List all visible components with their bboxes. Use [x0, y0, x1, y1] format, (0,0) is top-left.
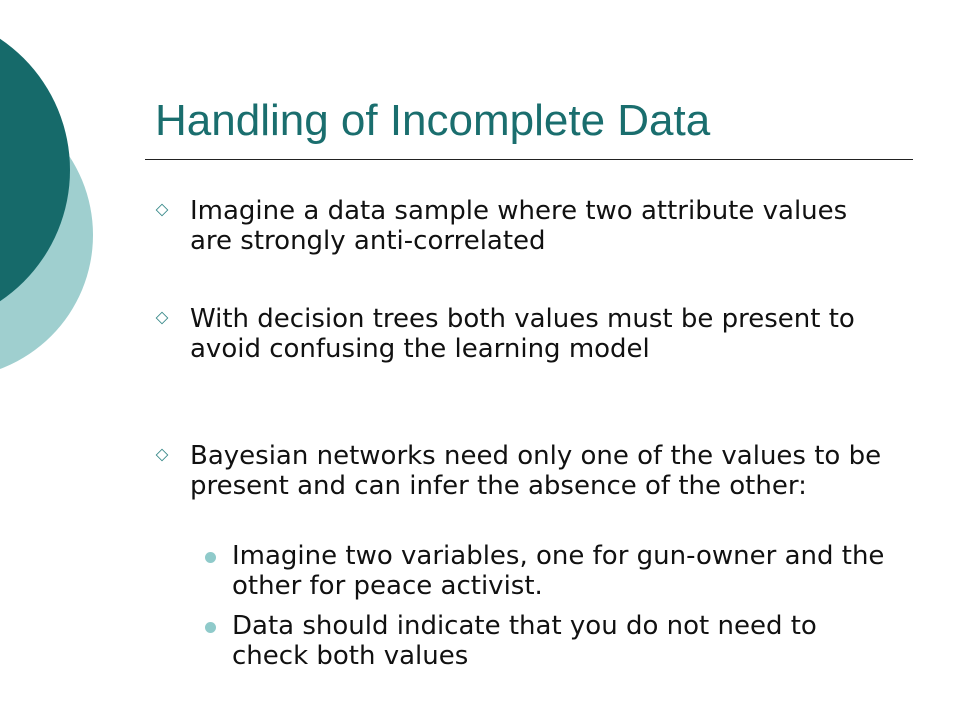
bullet-text: Bayesian networks need only one of the values to be present and can infer the absence of the other: — [190, 441, 882, 501]
bullet-item — [157, 304, 897, 364]
slide-title: Handling of Incomplete Data — [155, 96, 711, 145]
bullet-text: Imagine a data sample where two attribute values are strongly anti-correlated — [190, 196, 848, 256]
bullet-item — [157, 441, 897, 501]
sub-bullet-text: Imagine two variables, one for gun-owner and the other for peace activist. — [232, 541, 885, 601]
sub-bullet-item — [205, 611, 895, 671]
dot-bullet-icon — [205, 552, 216, 563]
sub-bullet-item — [205, 541, 895, 601]
bullet-text: With decision trees both values must be present to avoid confusing the learning model — [190, 304, 855, 364]
dot-bullet-icon — [205, 622, 216, 633]
sub-bullet-text: Data should indicate that you do not need to check both values — [232, 611, 817, 671]
bullet-item — [157, 196, 897, 256]
title-divider — [145, 159, 913, 160]
decorative-circles — [0, 0, 120, 400]
